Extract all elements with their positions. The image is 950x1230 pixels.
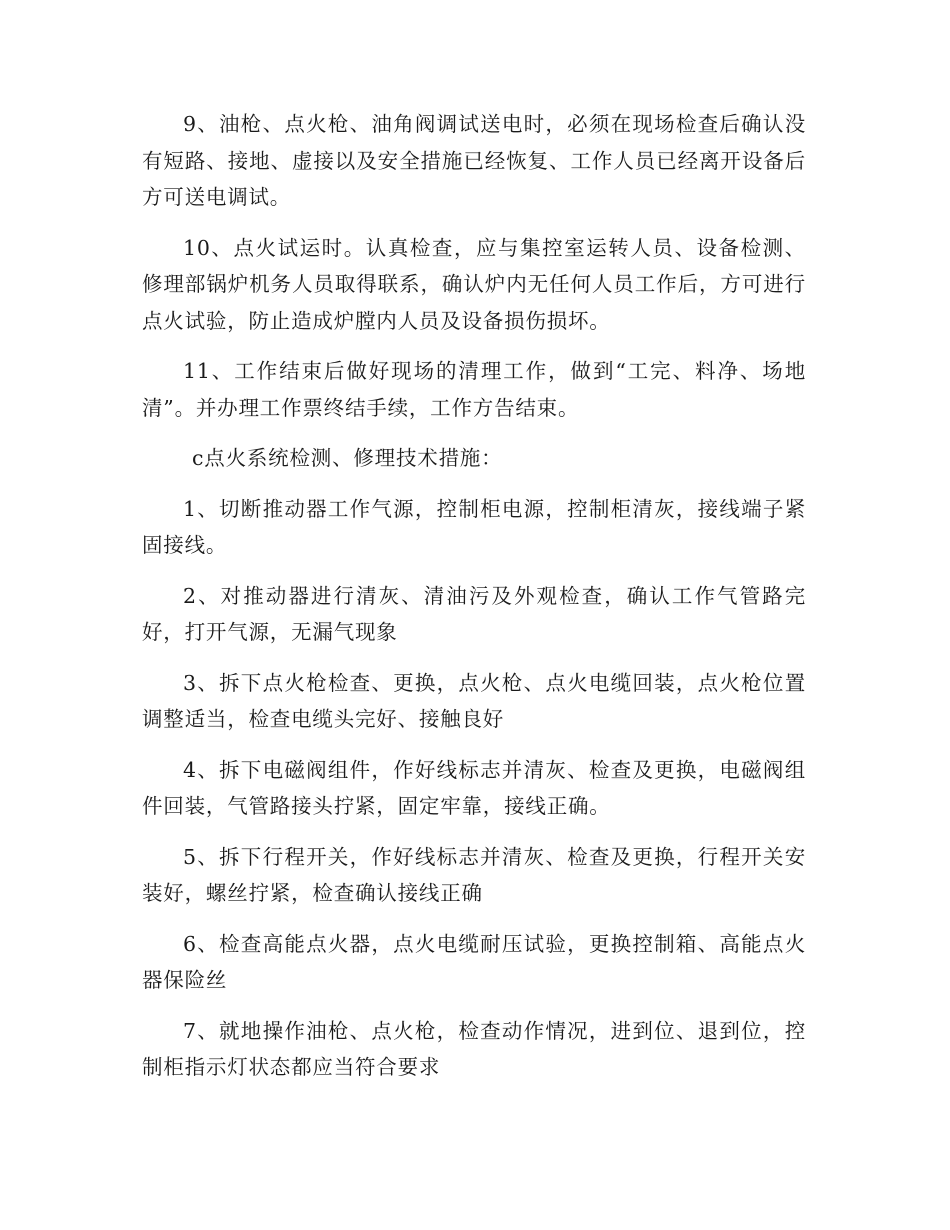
paragraph-item-3: 3、拆下点火枪检查、更换，点火枪、点火电缆回装，点火枪位置调整适当，检查电缆头完好、接触良好 [142,670,806,731]
paragraph-item-10: 10、点火试运时。认真检查，应与集控室运转人员、设备检测、修理部锅炉机务人员取得联系，确认炉内无任何人员工作后，方可进行点火试验，防止造成炉膛内人员及设备损伤损坏。 [142,235,806,333]
paragraph-item-5: 5、拆下行程开关，作好线标志并清灰、检查及更换，行程开关安装好，螺丝拧紧，检查确认接线正确 [142,844,806,905]
section-heading-ignition-system: c点火系统检测、修理技术措施： [192,446,503,470]
paragraph-item-1: 1、切断推动器工作气源，控制柜电源，控制柜清灰，接线端子紧固接线。 [142,496,806,557]
document-body [142,106,806,1100]
paragraph-item-2: 2、对推动器进行清灰、清油污及外观检查，确认工作气管路完好，打开气源，无漏气现象 [142,583,806,644]
paragraph-item-6: 6、检查高能点火器，点火电缆耐压试验，更换控制箱、高能点火器保险丝 [142,931,806,992]
paragraph-item-7: 7、就地操作油枪、点火枪，检查动作情况，进到位、退到位，控制柜指示灯状态都应当符合要求 [142,1018,806,1079]
paragraph-item-4: 4、拆下电磁阀组件，作好线标志并清灰、检查及更换，电磁阀组件回装，气管路接头拧紧，固定牢靠，接线正确。 [142,757,806,818]
paragraph-item-9: 9、油枪、点火枪、油角阀调试送电时，必须在现场检查后确认没有短路、接地、虚接以及安全措施已经恢复、工作人员已经离开设备后方可送电调试。 [142,112,806,209]
paragraph-item-11: 11、工作结束后做好现场的清理工作，做到“工完、料净、场地清”。并办理工作票终结手续，工作方告结束。 [142,359,806,420]
